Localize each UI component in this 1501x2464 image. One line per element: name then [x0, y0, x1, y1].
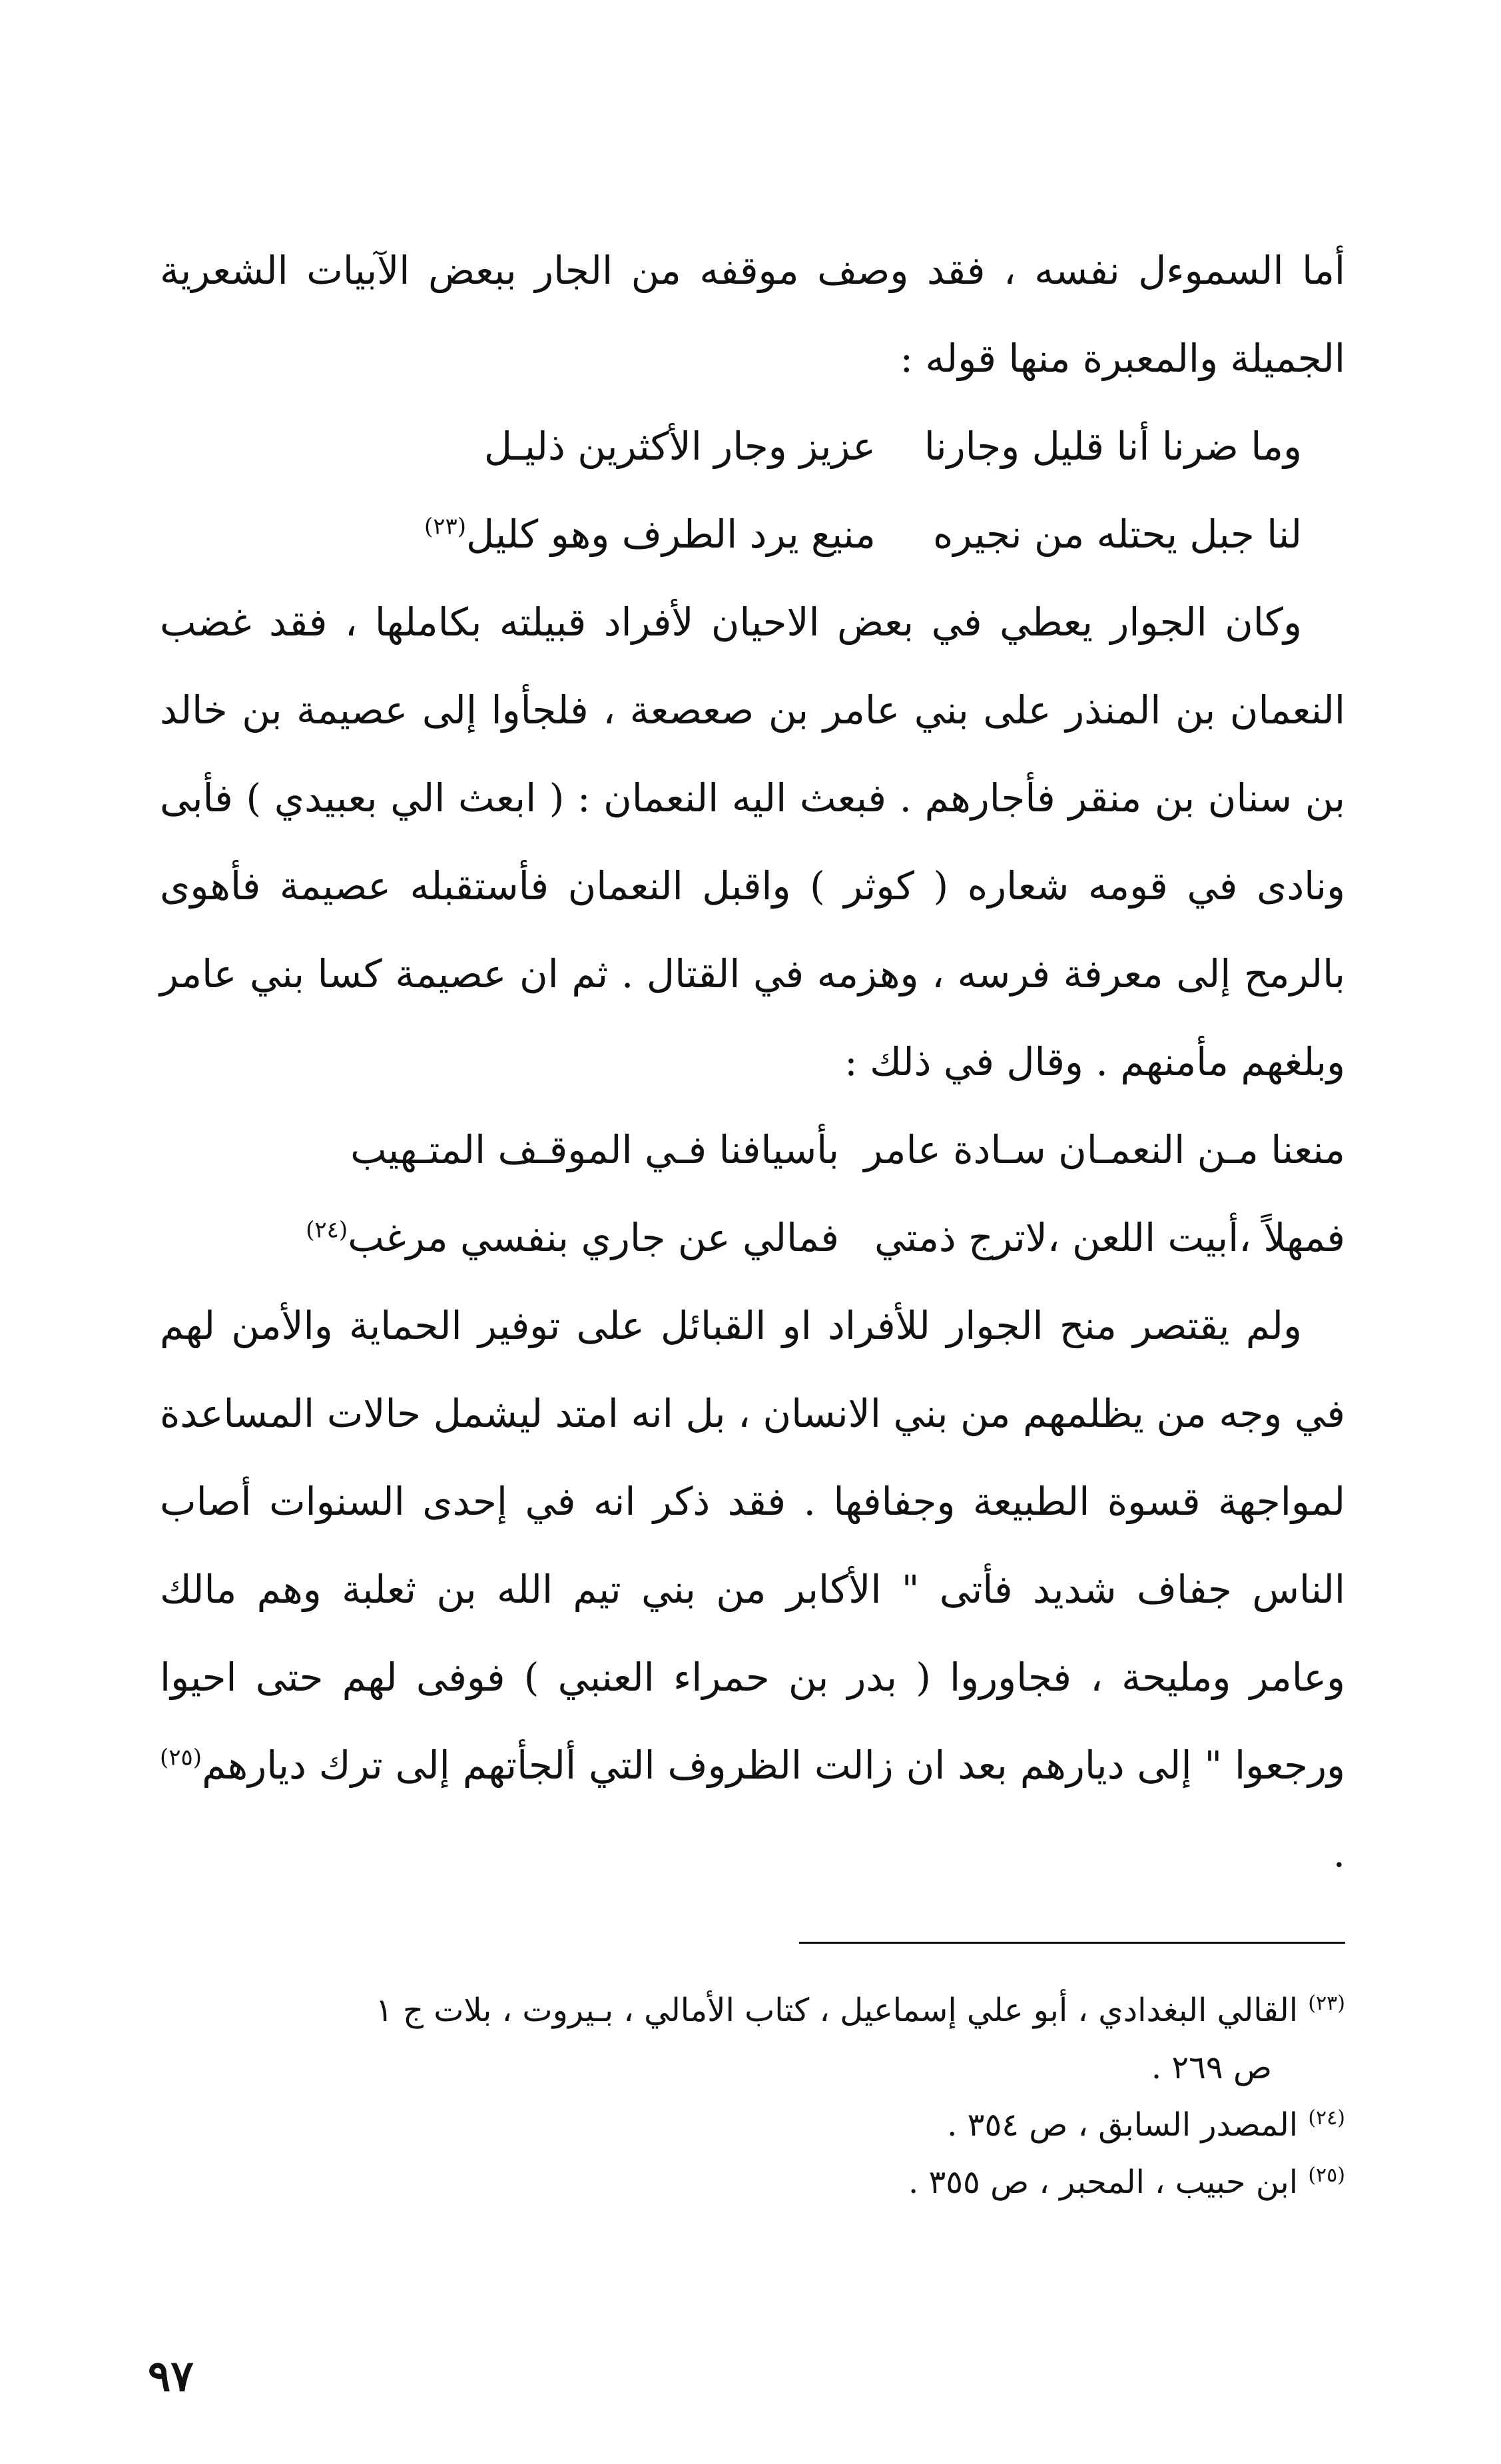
footnote-23 — [160, 1982, 1345, 2039]
verse-1-first-hemistich: وما ضرنا أنا قليل وجارنا — [924, 424, 1302, 469]
footnote-25 — [160, 2154, 1345, 2211]
footnote-24-text: المصدر السابق ، ص ٣٥٤ . — [947, 2106, 1299, 2144]
paragraph-2: وكان الجوار يعطي في بعض الاحيان لأفراد قبيلته بكاملها ، فقد غضب النعمان بن المنذر على بني عامر بن صعصعة ، فلجأوا إلى عصيمة بن خالد بن سنان بن منقر فأجارهم . فبعث اليه النعمان : ( ابعث الي بعبيدي ) فأبى ونادى في قومه شعاره ( كوثر ) واقبل النعمان فأستقبله عصيمة فأهوى بالرمح إلى معرفة فرسه ، وهزمه في القتال . ثم ان عصيمة كسا بني عامر وبلغهم مأمنهم . وقال في ذلك : — [160, 600, 1345, 1084]
verse-2-first-hemistich: لنا جبل يحتله من نجيره — [933, 512, 1302, 557]
verse-line-1 — [160, 402, 1345, 490]
verse-3-first-hemistich: منعنا مـن النعمـان سـادة عامر — [864, 1127, 1345, 1172]
verse-4-second-text: فمالي عن جاري بنفسي مرغب — [348, 1215, 839, 1260]
verse-4-second-hemistich — [200, 1194, 839, 1282]
footnote-ref-25: (٢٥) — [160, 1744, 202, 1771]
paragraph-3-text: ولم يقتصر منح الجوار للأفراد او القبائل على توفير الحماية والأمن لهم في وجه من يظلمهم من بني الانسان ، بل انه امتد ليشمل حالات المساعدة لمواجهة قسوة الطبيعة وجفافها . فقد ذكر انه في إحدى السنوات أصاب الناس جفاف شديد فأتى " الأكابر من بني تيم الله بن ثعلبة وهم مالك وعامر ومليحة ، فجاوروا ( بدر بن حمراء العنبي ) فوفى لهم حتى احيوا ورجعوا " إلى ديارهم بعد ان زالت الظروف التي ألجأتهم إلى ترك ديارهم — [160, 1303, 1345, 1788]
footnote-24 — [160, 2096, 1345, 2154]
footnote-separator — [799, 1942, 1345, 1944]
footnote-23-number: (٢٣) — [1308, 1992, 1345, 2015]
paragraph-3 — [160, 1282, 1345, 1897]
verse-line-3 — [160, 1106, 1345, 1194]
verse-line-4 — [160, 1194, 1345, 1282]
footnote-25-number: (٢٥) — [1308, 2164, 1345, 2187]
page-number: ٩٧ — [148, 2351, 194, 2401]
footnote-23-continuation — [160, 2039, 1345, 2096]
verse-1-second-hemistich: عزيز وجار الأكثرين ذليـل — [483, 424, 876, 469]
paragraph-3-end: . — [1333, 1831, 1345, 1876]
verse-3-second-hemistich: بأسيافنا فـي الموقـف المتـهيب — [350, 1127, 839, 1172]
verse-4-first-hemistich: فمهلاً ،أبيت اللعن ،لاترج ذمتي — [874, 1215, 1345, 1260]
footnote-ref-24: (٢٤) — [306, 1216, 348, 1244]
footnote-ref-23: (٢٣) — [424, 513, 467, 540]
footnote-24-number: (٢٤) — [1308, 2106, 1345, 2130]
verse-2-second-text: منيع يرد الطرف وهو كليل — [466, 512, 876, 557]
paragraph-1: أما السموءل نفسه ، فقد وصف موقفه من الجار ببعض الآبيات الشعرية الجميلة والمعبرة منها قوله : — [160, 248, 1345, 381]
main-text — [160, 226, 1345, 1897]
verse-line-2 — [160, 490, 1345, 578]
footnote-23-continuation-text: ص ٢٦٩ . — [1151, 2049, 1272, 2086]
verse-2-second-hemistich — [343, 490, 876, 578]
footnote-23-text: القالي البغدادي ، أبو علي إسماعيل ، كتاب الأمالي ، بـيروت ، بلات ج ١ — [375, 1992, 1299, 2029]
footnotes — [160, 1982, 1345, 2211]
footnote-25-text: ابن حبيب ، المحبر ، ص ٣٥٥ . — [908, 2164, 1299, 2201]
